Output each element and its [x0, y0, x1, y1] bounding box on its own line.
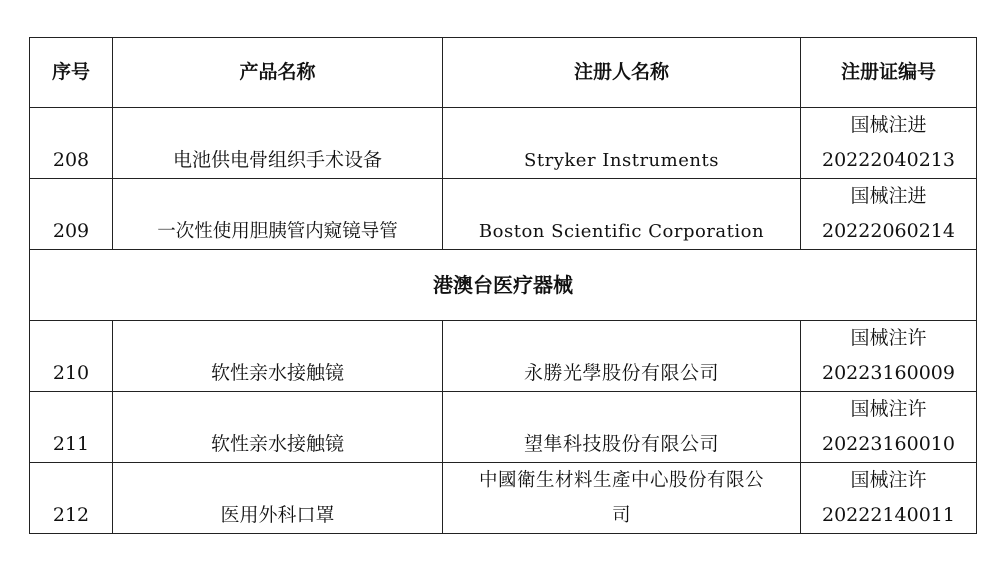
header-registrant-name: 注册人名称 — [443, 38, 801, 108]
certificate-number — [801, 321, 977, 392]
certificate-number — [801, 179, 977, 250]
certificate-type: 国械注进 — [850, 185, 927, 207]
registration-table — [29, 37, 977, 534]
certificate-type: 国械注进 — [850, 114, 927, 136]
registrant-name-line-1: 中國衛生材料生產中心股份有限公 — [478, 470, 764, 491]
certificate-code: 20222140011 — [822, 504, 955, 526]
serial-number: 211 — [30, 392, 113, 463]
certificate-type: 国械注许 — [850, 327, 927, 349]
header-product-name: 产品名称 — [113, 38, 443, 108]
section-title: 港澳台医疗器械 — [30, 250, 977, 321]
certificate-type: 国械注许 — [850, 469, 927, 491]
product-name: 电池供电骨组织手术设备 — [113, 108, 443, 179]
registrant-name: Stryker Instruments — [443, 108, 801, 179]
table-row — [30, 321, 977, 392]
table-row — [30, 392, 977, 463]
header-certificate-number: 注册证编号 — [801, 38, 977, 108]
registrant-name: 永勝光學股份有限公司 — [443, 321, 801, 392]
product-name: 医用外科口罩 — [113, 463, 443, 534]
table-header-row — [30, 38, 977, 108]
product-name: 一次性使用胆胰管内窥镜导管 — [113, 179, 443, 250]
table-row — [30, 108, 977, 179]
registrant-name — [443, 463, 801, 534]
serial-number: 209 — [30, 179, 113, 250]
product-name: 软性亲水接触镜 — [113, 392, 443, 463]
certificate-type: 国械注许 — [850, 398, 927, 420]
product-name: 软性亲水接触镜 — [113, 321, 443, 392]
certificate-code: 20222040213 — [822, 149, 955, 171]
serial-number: 208 — [30, 108, 113, 179]
registrant-name: Boston Scientific Corporation — [443, 179, 801, 250]
table-row — [30, 179, 977, 250]
registrant-name-line-2: 司 — [611, 505, 631, 526]
section-row — [30, 250, 977, 321]
certificate-number — [801, 392, 977, 463]
header-serial-number: 序号 — [30, 38, 113, 108]
registrant-name: 望隼科技股份有限公司 — [443, 392, 801, 463]
serial-number: 210 — [30, 321, 113, 392]
serial-number: 212 — [30, 463, 113, 534]
certificate-number — [801, 108, 977, 179]
certificate-code: 20222060214 — [822, 220, 955, 242]
table-row — [30, 463, 977, 534]
certificate-number — [801, 463, 977, 534]
certificate-code: 20223160009 — [822, 362, 955, 384]
certificate-code: 20223160010 — [822, 433, 955, 455]
